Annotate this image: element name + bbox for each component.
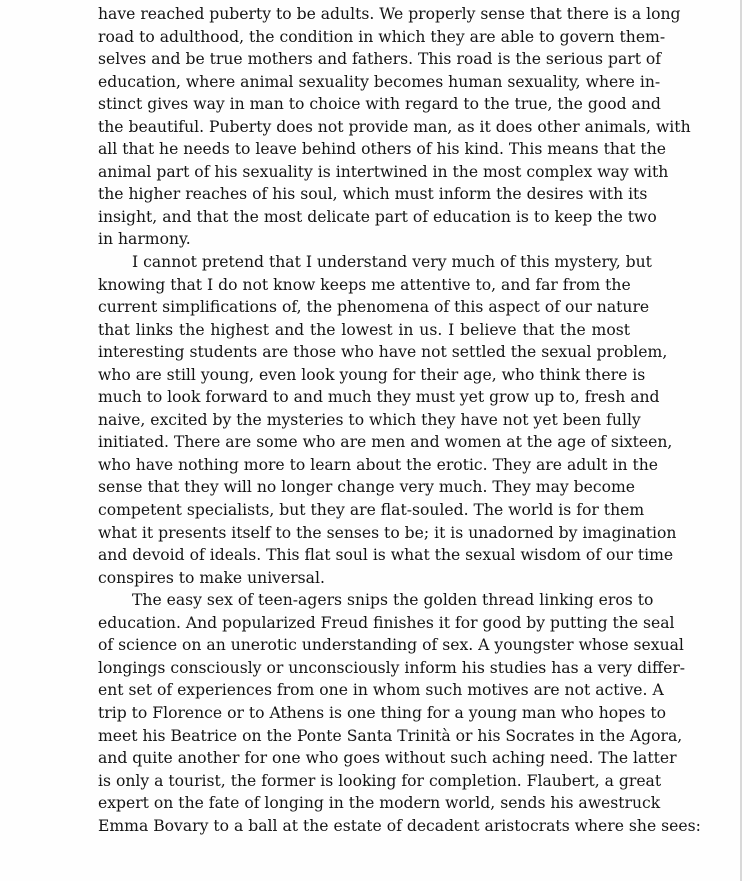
text-line: who are still young, even look young for their age, who think there is [98, 365, 646, 384]
text-line: knowing that I do not know keeps me attentive to, and far from the [98, 275, 631, 294]
text-line: who have nothing more to learn about the erotic. They are adult in the [98, 455, 659, 474]
text-line: naive, excited by the mysteries to which they have not yet been fully [98, 410, 641, 429]
text-line: interesting students are those who have not settled the sexual problem, [98, 343, 668, 362]
text-line: the beautiful. Puberty does not provide man, as it does other animals, with [98, 117, 691, 136]
text-line: sense that they will no longer change very much. They may become [98, 478, 635, 497]
page-edge-shadow [740, 0, 742, 881]
text-line: trip to Florence or to Athens is one thing for a young man who hopes to [98, 703, 666, 722]
text-line: much to look forward to and much they must yet grow up to, fresh and [98, 388, 660, 407]
text-line: current simplifications of, the phenomena of this aspect of our nature [98, 298, 650, 317]
text-line: ent set of experiences from one in whom such motives are not active. A [98, 681, 664, 700]
text-line: education. And popularized Freud finishes it for good by putting the seal [98, 613, 675, 632]
text-line: competent specialists, but they are flat-souled. The world is for them [98, 501, 645, 520]
text-line: I cannot pretend that I understand very much of this mystery, but [132, 253, 652, 272]
text-line: road to adulthood, the condition in which they are able to govern them- [98, 27, 666, 46]
text-line: expert on the fate of longing in the modern world, sends his awestruck [98, 794, 661, 813]
text-line: selves and be true mothers and fathers. This road is the serious part of [98, 50, 662, 69]
text-line: initiated. There are some who are men and women at the age of sixteen, [98, 433, 673, 452]
paragraph [98, 251, 677, 589]
text-line: insight, and that the most delicate part of education is to keep the two [98, 207, 657, 226]
text-line: conspires to make universal. [98, 568, 325, 587]
text-line: what it presents itself to the senses to be; it is unadorned by imagination [98, 523, 677, 542]
text-line: The easy sex of teen-agers snips the golden thread linking eros to [132, 591, 654, 610]
text-line: and quite another for one who goes without such aching need. The latter [98, 749, 677, 768]
text-line: Emma Bovary to a ball at the estate of decadent aristocrats where she sees: [98, 816, 701, 835]
text-line: and devoid of ideals. This flat soul is what the sexual wisdom of our time [98, 546, 674, 565]
body-text [98, 3, 701, 837]
text-line: meet his Beatrice on the Ponte Santa Trinità or his Socrates in the Agora, [98, 726, 683, 745]
text-line: is only a tourist, the former is looking for completion. Flaubert, a great [98, 771, 662, 790]
text-line: education, where animal sexuality becomes human sexuality, where in- [98, 72, 661, 91]
text-line: have reached puberty to be adults. We properly sense that there is a long [98, 5, 681, 23]
paragraph [98, 589, 701, 837]
text-line: stinct gives way in man to choice with regard to the true, the good and [98, 95, 661, 114]
paragraph [98, 3, 691, 251]
text-line: longings consciously or unconsciously inform his studies has a very differ- [98, 658, 686, 677]
text-line: that links the highest and the lowest in us. I believe that the most [98, 320, 630, 339]
text-line: all that he needs to leave behind others of his kind. This means that the [98, 140, 666, 159]
text-line: animal part of his sexuality is intertwined in the most complex way with [98, 162, 669, 181]
text-line: in harmony. [98, 230, 191, 249]
text-line: the higher reaches of his soul, which must inform the desires with its [98, 185, 648, 204]
text-line: of science on an unerotic understanding of sex. A youngster whose sexual [98, 636, 684, 655]
